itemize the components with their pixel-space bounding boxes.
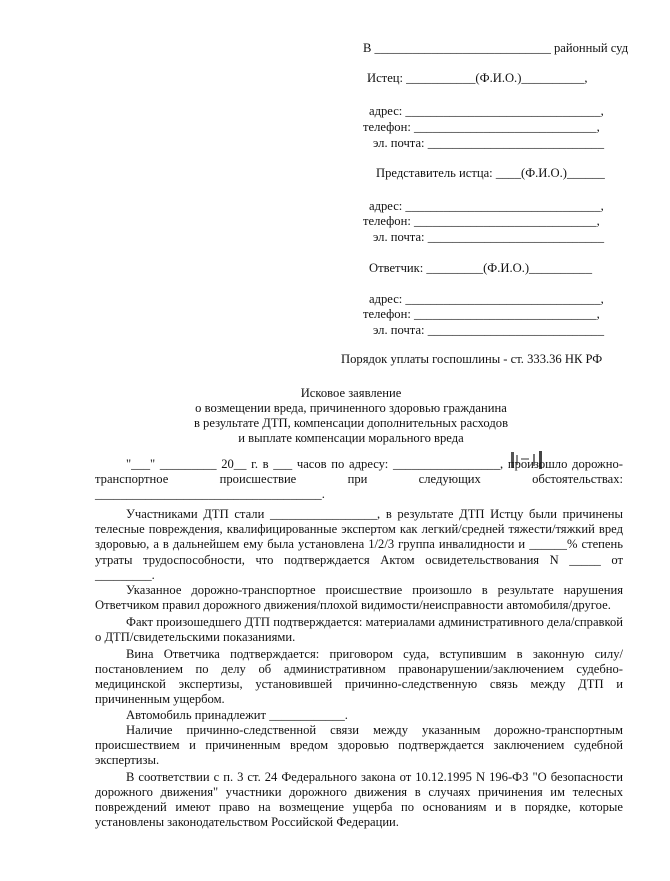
court-line: В ____________________________ районный суд [363,41,629,55]
paragraph-vehicle-owner: Автомобиль принадлежит ____________. [126,707,348,722]
representative-email-line: эл. почта: ____________________________ [373,230,605,244]
title-line-2: о возмещении вреда, причиненного здоровью гражданина [195,401,507,415]
title-line-4: и выплате компенсации морального вреда [238,431,464,445]
representative-phone-line: телефон: _____________________________, [363,214,600,228]
plaintiff-address-line: адрес: _______________________________, [369,104,604,118]
paragraph-causation: Наличие причинно-следственной связи между указанным дорожно-транспортным происшествием и причиненным вредом здоровью подтверждается заключением судебной экспертизы. [95,722,623,767]
paragraph-guilt: Вина Ответчика подтверждается: приговором суда, вступившим в законную силу/постановлением по делу об административном правонарушении/заключением судебно-медицинской экспертизы, установившей причинно-следственную связь между ДТП и причиненным ущербом. [95,647,623,707]
plaintiff-line: Истец: ___________(Ф.И.О.)__________, [367,71,588,85]
paragraph-law: В соответствии с п. 3 ст. 24 Федерального закона от 10.12.1995 N 196-ФЗ "О безопасности дорожного движения" участники дорожного движения в случаях причинения им телесных повреждений имеют право на возмещение ущерба по основаниям и в порядке, которые установлены законодательством Российской Федерации. [95,769,623,830]
state-fee-line: Порядок уплаты госпошлины - ст. 333.36 НК РФ [341,352,603,366]
defendant-address-line: адрес: _______________________________, [369,292,604,306]
plaintiff-email-line: эл. почта: ____________________________ [373,136,605,150]
defendant-email-line: эл. почта: ____________________________ [373,323,605,337]
paragraph-incident: "___" _________ 20__ г. в ___ часов по адресу: _________________, произошло дорожно-транспортное происшествие при следующих обстоятельствах: ____________________________________. [95,457,623,502]
representative-line: Представитель истца: ____(Ф.И.О.)______ [376,166,605,180]
paragraph-evidence: Факт произошедшего ДТП подтверждается: материалами административного дела/справкой о ДТП/свидетельскими показаниями. [95,614,623,645]
paragraph-cause: Указанное дорожно-транспортное происшествие произошло в результате нарушения Ответчиком правил дорожного движения/плохой видимости/неисправности автомобиля/другое. [95,582,623,612]
title-line-3: в результате ДТП, компенсации дополнительных расходов [193,416,509,430]
title-line-1: Исковое заявление [300,386,402,400]
defendant-phone-line: телефон: _____________________________, [363,307,600,321]
defendant-line: Ответчик: _________(Ф.И.О.)__________ [369,261,593,275]
representative-address-line: адрес: _______________________________, [369,199,604,213]
body-text [95,457,623,830]
paragraph-participants: Участниками ДТП стали _________________, в результате ДТП Истцу были причинены телесные повреждения, квалифицированные экспертом как легкий/средней тяжести/тяжкий вред здоровью, а в дальнейшем ему была установлена 1/2/3 группа инвалидности и ______% степень утраты трудоспособности, что подтверждается Актом освидетельствования N _____ от _________. [95,507,623,582]
plaintiff-phone-line: телефон: _____________________________, [363,120,600,134]
